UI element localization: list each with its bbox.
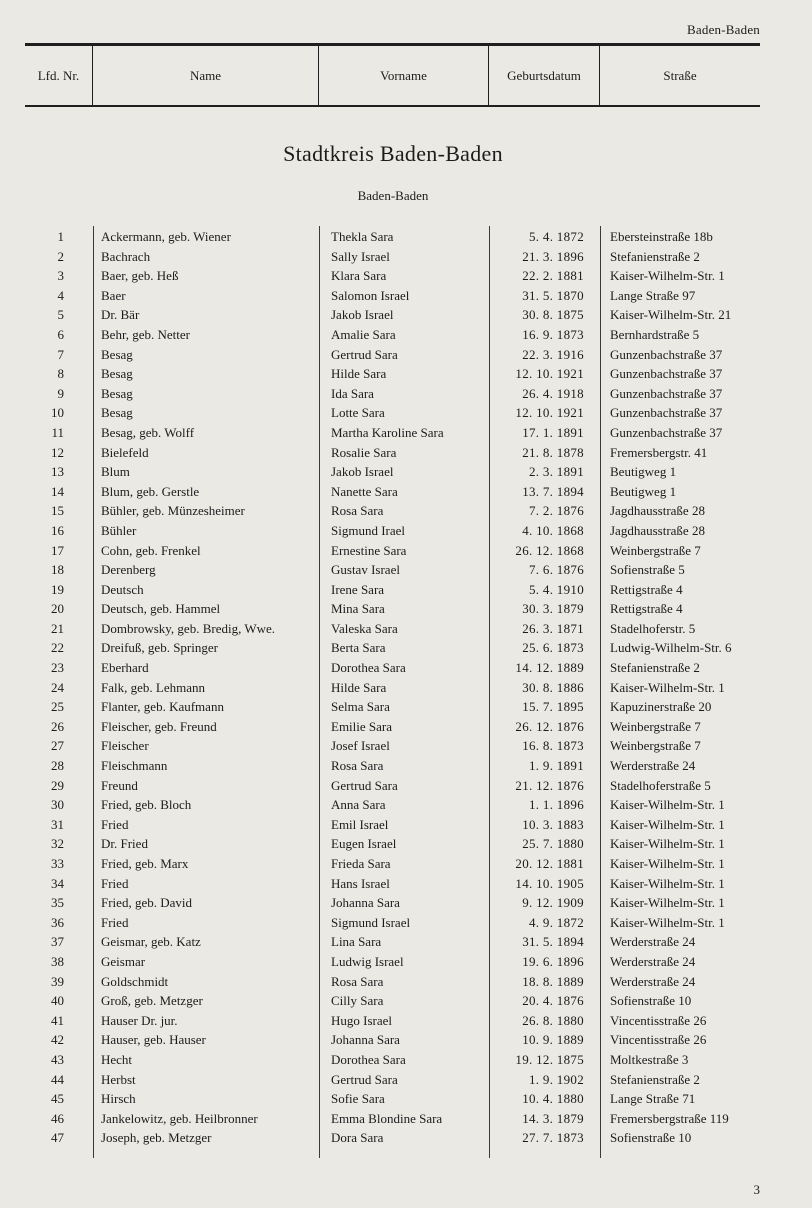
cell-name: Dr. Fried: [101, 836, 148, 852]
cell-lfd-nr: 47: [51, 1130, 64, 1146]
cell-lfd-nr: 8: [57, 366, 64, 382]
cell-strasse: Gunzenbachstraße 37: [610, 385, 723, 401]
cell-geburtsdatum: 15. 7. 1895: [522, 699, 584, 715]
cell-geburtsdatum: 30. 3. 1879: [522, 601, 584, 617]
cell-geburtsdatum: 26. 12. 1868: [515, 542, 584, 558]
cell-name: Blum: [101, 464, 130, 480]
cell-name: Hauser Dr. jur.: [101, 1012, 178, 1028]
table-row: [0, 501, 812, 521]
cell-geburtsdatum: 14. 3. 1879: [522, 1110, 584, 1126]
cell-strasse: Stefanienstraße 2: [610, 660, 700, 676]
cell-lfd-nr: 28: [51, 758, 64, 774]
cell-geburtsdatum: 10. 9. 1889: [522, 1032, 584, 1048]
cell-geburtsdatum: 7. 6. 1876: [529, 562, 584, 578]
cell-vorname: Berta Sara: [331, 640, 386, 656]
cell-strasse: Jagdhausstraße 28: [610, 503, 705, 519]
cell-name: Baer, geb. Heß: [101, 268, 179, 284]
cell-lfd-nr: 33: [51, 856, 64, 871]
table-row: [0, 874, 812, 894]
cell-vorname: Jakob Israel: [331, 464, 394, 480]
cell-lfd-nr: 46: [51, 1110, 64, 1126]
cell-vorname: Frieda Sara: [331, 856, 391, 871]
cell-geburtsdatum: 1. 1. 1896: [529, 797, 584, 813]
cell-name: Fleischmann: [101, 758, 168, 774]
cell-vorname: Dora Sara: [331, 1130, 384, 1146]
cell-strasse: Gunzenbachstraße 37: [610, 405, 723, 421]
cell-vorname: Valeska Sara: [331, 620, 398, 636]
column-header-vorname: Vorname: [319, 46, 489, 105]
section-title: Stadtkreis Baden-Baden: [283, 141, 503, 166]
cell-geburtsdatum: 2. 3. 1891: [529, 464, 584, 480]
cell-name: Jankelowitz, geb. Heilbronner: [101, 1110, 258, 1126]
cell-lfd-nr: 24: [51, 679, 64, 695]
cell-lfd-nr: 15: [51, 503, 64, 519]
cell-strasse: Fremersbergstr. 41: [610, 444, 708, 460]
table-row: [0, 1109, 812, 1129]
cell-name: Fleischer: [101, 738, 149, 754]
cell-geburtsdatum: 1. 9. 1891: [529, 758, 584, 774]
table-row: [0, 736, 812, 756]
table-row: [0, 854, 812, 874]
cell-lfd-nr: 25: [51, 699, 64, 715]
cell-strasse: Werderstraße 24: [610, 953, 696, 969]
table-row: [0, 403, 812, 423]
cell-lfd-nr: 23: [51, 660, 64, 676]
cell-strasse: Werderstraße 24: [610, 758, 696, 774]
table-row: [0, 697, 812, 717]
cell-name: Deutsch, geb. Hammel: [101, 601, 221, 617]
cell-lfd-nr: 5: [57, 307, 64, 323]
table-row: [0, 795, 812, 815]
cell-geburtsdatum: 20. 4. 1876: [522, 993, 584, 1009]
cell-strasse: Lange Straße 71: [610, 1091, 696, 1107]
table-row: [0, 717, 812, 737]
cell-vorname: Hans Israel: [331, 875, 390, 891]
table-row: [0, 1011, 812, 1031]
cell-lfd-nr: 14: [51, 483, 64, 499]
cell-vorname: Klara Sara: [331, 268, 387, 284]
cell-geburtsdatum: 16. 9. 1873: [522, 326, 584, 342]
cell-lfd-nr: 38: [51, 953, 64, 969]
cell-name: Besag, geb. Wolff: [101, 424, 195, 440]
cell-lfd-nr: 9: [57, 385, 64, 401]
cell-geburtsdatum: 4. 10. 1868: [522, 522, 584, 538]
cell-lfd-nr: 31: [51, 816, 64, 832]
cell-name: Fried: [101, 816, 129, 832]
table-row: [0, 972, 812, 992]
cell-lfd-nr: 1: [57, 229, 64, 244]
cell-lfd-nr: 29: [51, 777, 64, 793]
cell-geburtsdatum: 5. 4. 1872: [529, 229, 584, 244]
cell-geburtsdatum: 9. 12. 1909: [522, 895, 584, 911]
cell-strasse: Kaiser-Wilhelm-Str. 1: [610, 268, 725, 284]
cell-lfd-nr: 30: [51, 797, 64, 813]
cell-geburtsdatum: 12. 10. 1921: [515, 405, 584, 421]
cell-strasse: Gunzenbachstraße 37: [610, 366, 723, 382]
cell-lfd-nr: 26: [51, 718, 64, 734]
cell-name: Hirsch: [101, 1091, 136, 1107]
cell-lfd-nr: 36: [51, 914, 64, 930]
cell-lfd-nr: 45: [51, 1091, 64, 1107]
cell-vorname: Amalie Sara: [331, 326, 396, 342]
cell-geburtsdatum: 1. 9. 1902: [529, 1071, 584, 1087]
cell-vorname: Hugo Israel: [331, 1012, 393, 1028]
cell-strasse: Kaiser-Wilhelm-Str. 1: [610, 836, 725, 852]
table-row: [0, 1050, 812, 1070]
cell-lfd-nr: 2: [57, 248, 64, 264]
cell-vorname: Rosa Sara: [331, 503, 384, 519]
cell-lfd-nr: 16: [51, 522, 64, 538]
cell-vorname: Sally Israel: [331, 248, 390, 264]
cell-vorname: Lina Sara: [331, 934, 382, 950]
cell-geburtsdatum: 31. 5. 1870: [522, 287, 584, 303]
table-row: [0, 991, 812, 1011]
cell-geburtsdatum: 14. 12. 1889: [515, 660, 584, 676]
cell-geburtsdatum: 21. 12. 1876: [515, 777, 584, 793]
cell-geburtsdatum: 10. 3. 1883: [522, 816, 584, 832]
table-row: [0, 266, 812, 286]
cell-lfd-nr: 39: [51, 973, 64, 989]
cell-lfd-nr: 42: [51, 1032, 64, 1048]
cell-strasse: Ebersteinstraße 18b: [610, 229, 713, 244]
cell-vorname: Emil Israel: [331, 816, 389, 832]
cell-strasse: Rettigstraße 4: [610, 601, 683, 617]
table-row: [0, 776, 812, 796]
cell-name: Groß, geb. Metzger: [101, 993, 203, 1009]
cell-geburtsdatum: 17. 1. 1891: [522, 424, 584, 440]
column-header-lfd-nr: Lfd. Nr.: [25, 46, 93, 105]
cell-strasse: Beutigweg 1: [610, 464, 677, 480]
cell-name: Fried, geb. Marx: [101, 856, 189, 871]
cell-geburtsdatum: 13. 7. 1894: [522, 483, 584, 499]
table-row: [0, 482, 812, 502]
cell-vorname: Irene Sara: [331, 581, 385, 597]
cell-name: Flanter, geb. Kaufmann: [101, 699, 224, 715]
cell-vorname: Rosa Sara: [331, 758, 384, 774]
column-header-strasse: Straße: [663, 67, 697, 83]
table-row: [0, 580, 812, 600]
cell-vorname: Johanna Sara: [331, 1032, 400, 1048]
running-head: Baden-Baden: [687, 22, 760, 37]
cell-name: Fried: [101, 875, 129, 891]
cell-name: Besag: [101, 385, 133, 401]
cell-vorname: Mina Sara: [331, 601, 385, 617]
cell-strasse: Kaiser-Wilhelm-Str. 1: [610, 914, 725, 930]
cell-vorname: Selma Sara: [331, 699, 390, 715]
cell-strasse: Ludwig-Wilhelm-Str. 6: [610, 640, 732, 656]
table-row: [0, 364, 812, 384]
cell-lfd-nr: 43: [51, 1051, 64, 1067]
cell-geburtsdatum: 19. 12. 1875: [515, 1051, 584, 1067]
cell-lfd-nr: 4: [57, 287, 64, 303]
cell-lfd-nr: 7: [57, 346, 64, 362]
cell-name: Joseph, geb. Metzger: [101, 1130, 212, 1146]
cell-name: Freund: [101, 777, 138, 793]
cell-vorname: Salomon Israel: [331, 287, 410, 303]
cell-strasse: Stefanienstraße 2: [610, 248, 700, 264]
cell-name: Hecht: [101, 1051, 133, 1067]
cell-vorname: Hilde Sara: [331, 679, 387, 695]
cell-geburtsdatum: 5. 4. 1910: [529, 581, 584, 597]
cell-lfd-nr: 13: [51, 464, 64, 480]
table-row: [0, 1128, 812, 1148]
cell-strasse: Rettigstraße 4: [610, 581, 683, 597]
cell-geburtsdatum: 22. 3. 1916: [522, 346, 584, 362]
cell-name: Geismar, geb. Katz: [101, 934, 201, 950]
cell-lfd-nr: 19: [51, 581, 64, 597]
cell-lfd-nr: 22: [51, 640, 64, 656]
cell-lfd-nr: 27: [51, 738, 64, 754]
cell-name: Bühler, geb. Münzesheimer: [101, 503, 245, 519]
cell-name: Besag: [101, 366, 133, 382]
cell-lfd-nr: 17: [51, 542, 64, 558]
cell-vorname: Rosa Sara: [331, 973, 384, 989]
cell-strasse: Fremersbergstraße 119: [610, 1110, 729, 1126]
table-header: [25, 43, 760, 107]
cell-strasse: Kapuzinerstraße 20: [610, 699, 712, 715]
table-row: [0, 325, 812, 345]
cell-name: Geismar: [101, 953, 146, 969]
cell-lfd-nr: 37: [51, 934, 64, 950]
table-row: [0, 227, 812, 247]
cell-lfd-nr: 40: [51, 993, 64, 1009]
table-row: [0, 247, 812, 267]
cell-lfd-nr: 20: [51, 601, 64, 617]
cell-strasse: Stefanienstraße 2: [610, 1071, 700, 1087]
cell-vorname: Hilde Sara: [331, 366, 387, 382]
column-header-name: Name: [93, 46, 319, 105]
cell-lfd-nr: 21: [51, 620, 64, 636]
cell-geburtsdatum: 4. 9. 1872: [529, 914, 584, 930]
cell-vorname: Sofie Sara: [331, 1091, 385, 1107]
table-row: [0, 541, 812, 561]
cell-name: Eberhard: [101, 660, 149, 676]
cell-vorname: Gustav Israel: [331, 562, 400, 578]
cell-vorname: Rosalie Sara: [331, 444, 397, 460]
table-row: [0, 384, 812, 404]
cell-strasse: Sofienstraße 5: [610, 562, 685, 578]
cell-vorname: Anna Sara: [331, 797, 386, 813]
cell-vorname: Gertrud Sara: [331, 346, 398, 362]
cell-vorname: Nanette Sara: [331, 483, 398, 499]
cell-geburtsdatum: 26. 3. 1871: [522, 620, 584, 636]
cell-vorname: Ernestine Sara: [331, 542, 407, 558]
cell-geburtsdatum: 22. 2. 1881: [522, 268, 584, 284]
cell-strasse: Lange Straße 97: [610, 287, 696, 303]
table-row: [0, 1089, 812, 1109]
table-row: [0, 678, 812, 698]
cell-lfd-nr: 35: [51, 895, 64, 911]
cell-vorname: Martha Karoline Sara: [331, 424, 444, 440]
table-row: [0, 560, 812, 580]
cell-vorname: Johanna Sara: [331, 895, 400, 911]
cell-lfd-nr: 34: [51, 875, 64, 891]
cell-vorname: Ida Sara: [331, 385, 374, 401]
cell-name: Herbst: [101, 1071, 136, 1087]
cell-vorname: Gertrud Sara: [331, 777, 398, 793]
cell-vorname: Lotte Sara: [331, 405, 385, 421]
table-row: [0, 462, 812, 482]
table-row: [0, 952, 812, 972]
cell-name: Dombrowsky, geb. Bredig, Wwe.: [101, 620, 276, 636]
cell-geburtsdatum: 21. 3. 1896: [522, 248, 584, 264]
cell-geburtsdatum: 26. 4. 1918: [522, 385, 584, 401]
cell-strasse: Kaiser-Wilhelm-Str. 1: [610, 875, 725, 891]
page-number: 3: [753, 1182, 760, 1197]
cell-name: Bühler: [101, 522, 137, 538]
cell-name: Fleischer, geb. Freund: [101, 718, 217, 734]
cell-name: Fried: [101, 914, 129, 930]
cell-strasse: Werderstraße 24: [610, 934, 696, 950]
cell-name: Blum, geb. Gerstle: [101, 483, 200, 499]
cell-geburtsdatum: 31. 5. 1894: [522, 934, 584, 950]
cell-strasse: Weinbergstraße 7: [610, 738, 701, 754]
cell-name: Dreifuß, geb. Springer: [101, 640, 218, 656]
table-row: [0, 305, 812, 325]
table-row: [0, 521, 812, 541]
cell-geburtsdatum: 20. 12. 1881: [515, 856, 584, 871]
cell-name: Bachrach: [101, 248, 151, 264]
cell-geburtsdatum: 26. 12. 1876: [515, 718, 584, 734]
cell-geburtsdatum: 18. 8. 1889: [522, 973, 584, 989]
cell-lfd-nr: 3: [57, 268, 64, 284]
table-row: [0, 619, 812, 639]
cell-name: Fried, geb. Bloch: [101, 797, 192, 813]
cell-strasse: Vincentisstraße 26: [610, 1032, 707, 1048]
table-body: [0, 227, 812, 1148]
cell-lfd-nr: 10: [51, 405, 64, 421]
cell-lfd-nr: 11: [51, 424, 64, 440]
cell-geburtsdatum: 30. 8. 1875: [522, 307, 584, 323]
cell-name: Derenberg: [101, 562, 156, 578]
cell-vorname: Eugen Israel: [331, 836, 397, 852]
cell-strasse: Kaiser-Wilhelm-Str. 1: [610, 895, 725, 911]
table-row: [0, 1070, 812, 1090]
cell-geburtsdatum: 25. 6. 1873: [522, 640, 584, 656]
cell-lfd-nr: 44: [51, 1071, 64, 1087]
cell-vorname: Josef Israel: [331, 738, 390, 754]
cell-name: Besag: [101, 346, 133, 362]
cell-name: Ackermann, geb. Wiener: [101, 229, 231, 244]
table-row: [0, 286, 812, 306]
cell-strasse: Gunzenbachstraße 37: [610, 424, 723, 440]
table-row: [0, 658, 812, 678]
cell-vorname: Thekla Sara: [331, 229, 394, 244]
cell-strasse: Weinbergstraße 7: [610, 542, 701, 558]
cell-strasse: Weinbergstraße 7: [610, 718, 701, 734]
table-row: [0, 756, 812, 776]
cell-vorname: Cilly Sara: [331, 993, 384, 1009]
cell-name: Dr. Bär: [101, 307, 140, 323]
cell-strasse: Kaiser-Wilhelm-Str. 1: [610, 856, 725, 871]
cell-name: Goldschmidt: [101, 973, 169, 989]
cell-strasse: Stadelhoferstr. 5: [610, 620, 696, 636]
cell-strasse: Werderstraße 24: [610, 973, 696, 989]
section-subtitle: Baden-Baden: [357, 188, 429, 203]
cell-name: Behr, geb. Netter: [101, 326, 191, 342]
cell-geburtsdatum: 10. 4. 1880: [522, 1091, 584, 1107]
cell-strasse: Vincentisstraße 26: [610, 1012, 707, 1028]
cell-geburtsdatum: 14. 10. 1905: [515, 875, 584, 891]
cell-strasse: Stadelhoferstraße 5: [610, 777, 711, 793]
cell-name: Bielefeld: [101, 444, 149, 460]
cell-name: Falk, geb. Lehmann: [101, 679, 205, 695]
table-row: [0, 599, 812, 619]
cell-strasse: Kaiser-Wilhelm-Str. 21: [610, 307, 732, 323]
cell-vorname: Dorothea Sara: [331, 1051, 406, 1067]
cell-geburtsdatum: 7. 2. 1876: [529, 503, 584, 519]
cell-lfd-nr: 12: [51, 444, 64, 460]
cell-strasse: Sofienstraße 10: [610, 1130, 692, 1146]
cell-lfd-nr: 32: [51, 836, 64, 852]
table-row: [0, 815, 812, 835]
cell-vorname: Ludwig Israel: [331, 953, 404, 969]
cell-name: Deutsch: [101, 581, 144, 597]
cell-vorname: Gertrud Sara: [331, 1071, 398, 1087]
cell-vorname: Emilie Sara: [331, 718, 393, 734]
cell-vorname: Dorothea Sara: [331, 660, 406, 676]
cell-vorname: Sigmund Israel: [331, 914, 411, 930]
cell-geburtsdatum: 26. 8. 1880: [522, 1012, 584, 1028]
cell-name: Besag: [101, 405, 133, 421]
column-header-geburtsdatum: Geburtsdatum: [489, 46, 600, 105]
cell-geburtsdatum: 16. 8. 1873: [522, 738, 584, 754]
table-row: [0, 932, 812, 952]
cell-lfd-nr: 6: [57, 326, 64, 342]
cell-strasse: Sofienstraße 10: [610, 993, 692, 1009]
table-row: [0, 423, 812, 443]
cell-name: Cohn, geb. Frenkel: [101, 542, 201, 558]
cell-name: Hauser, geb. Hauser: [101, 1032, 206, 1048]
cell-strasse: Gunzenbachstraße 37: [610, 346, 723, 362]
cell-strasse: Kaiser-Wilhelm-Str. 1: [610, 797, 725, 813]
cell-strasse: Moltkestraße 3: [610, 1051, 689, 1067]
cell-strasse: Kaiser-Wilhelm-Str. 1: [610, 679, 725, 695]
cell-strasse: Jagdhausstraße 28: [610, 522, 705, 538]
cell-name: Baer: [101, 287, 126, 303]
cell-vorname: Emma Blondine Sara: [331, 1110, 443, 1126]
table-row: [0, 345, 812, 365]
cell-strasse: Bernhardstraße 5: [610, 326, 700, 342]
cell-lfd-nr: 18: [51, 562, 64, 578]
cell-strasse: Beutigweg 1: [610, 483, 677, 499]
table-row: [0, 638, 812, 658]
cell-geburtsdatum: 25. 7. 1880: [522, 836, 584, 852]
cell-vorname: Jakob Israel: [331, 307, 394, 323]
cell-geburtsdatum: 19. 6. 1896: [522, 953, 584, 969]
table-row: [0, 834, 812, 854]
cell-geburtsdatum: 30. 8. 1886: [522, 679, 584, 695]
cell-geburtsdatum: 27. 7. 1873: [522, 1130, 584, 1146]
table-row: [0, 1030, 812, 1050]
table-row: [0, 443, 812, 463]
cell-strasse: Kaiser-Wilhelm-Str. 1: [610, 816, 725, 832]
cell-lfd-nr: 41: [51, 1012, 64, 1028]
table-row: [0, 913, 812, 933]
table-row: [0, 893, 812, 913]
cell-geburtsdatum: 21. 8. 1878: [522, 444, 584, 460]
cell-vorname: Sigmund Irael: [331, 522, 406, 538]
cell-name: Fried, geb. David: [101, 895, 192, 911]
cell-geburtsdatum: 12. 10. 1921: [515, 366, 584, 382]
